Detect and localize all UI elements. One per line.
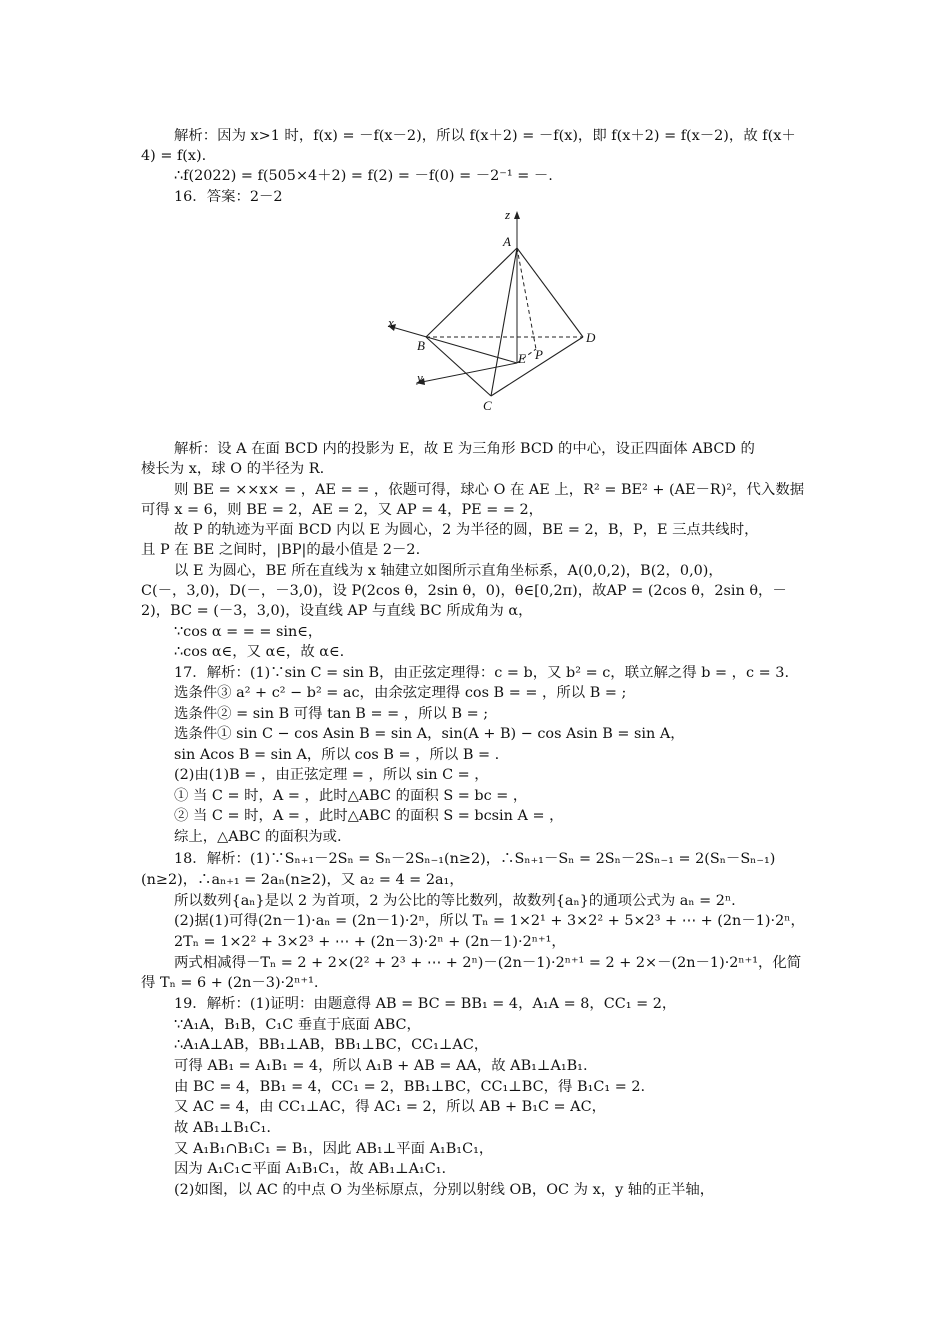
text-line: 选条件① sin C − cos Asin B = sin A，sin(A + B) − cos Asin B = sin A， xyxy=(174,726,685,742)
segment-ap xyxy=(517,248,536,349)
text-line: 可得 AB₁ = A₁B₁ = 4，所以 A₁B + AB = AA，故 AB₁⊥A₁B₁. xyxy=(174,1058,588,1074)
text-line: 17．解析：(1)∵sin C = sin B，由正弦定理得：c = b，又 b² = c，联立解之得 b = ，c = 3. xyxy=(174,665,790,681)
edge-ad xyxy=(517,248,583,337)
label-z: z xyxy=(505,207,511,222)
text-line: 18．解析：(1)∵Sₙ₊₁－2Sₙ = Sₙ－2Sₙ₋₁(n≥2)，∴Sₙ₊₁－Sₙ = 2Sₙ－2Sₙ₋₁ = 2(Sₙ－Sₙ₋₁) xyxy=(174,851,776,867)
label-b: B xyxy=(417,338,425,353)
text-line: ① 当 C = 时，A = ，此时△ABC 的面积 S = bc = ， xyxy=(174,788,528,804)
text-line: (2)据(1)可得(2n－1)·aₙ = (2n－1)·2ⁿ，所以 Tₙ = 1×2¹ + 3×2² + 5×2³ + ⋯ + (2n－1)·2ⁿ， xyxy=(174,913,805,929)
tetrahedron-diagram xyxy=(380,205,610,420)
text-line: (2)由(1)B = ，由正弦定理 = ，所以 sin C = ， xyxy=(174,767,489,783)
text-line: ∴f(2022) = f(505×4＋2) = f(2) = －f(0) = －2⁻¹ = －. xyxy=(174,168,553,184)
text-line: 选条件③ a² + c² − b² = ac，由余弦定理得 cos B = = ，所以 B = ; xyxy=(174,685,627,701)
text-line: 解析：设 A 在面 BCD 内的投影为 E，故 E 为三角形 BCD 的中心，设正四面体 ABCD 的 xyxy=(174,441,755,457)
text-line: 2)，BC = (－3，3,0)，设直线 AP 与直线 BC 所成角为 α， xyxy=(141,603,533,619)
text-line: 所以数列{aₙ}是以 2 为首项，2 为公比的等比数列，故数列{aₙ}的通项公式为 aₙ = 2ⁿ. xyxy=(174,893,736,909)
text-line: 16．答案：2－2 xyxy=(174,189,283,205)
text-line: C(－，3,0)，D(－，－3,0)，设 P(2cos θ，2sin θ，0)，θ∈[0,2π)，故AP = (2cos θ，2sin θ，－ xyxy=(141,583,787,599)
text-line: 两式相减得－Tₙ = 2 + 2×(2² + 2³ + ⋯ + 2ⁿ)－(2n－1)·2ⁿ⁺¹ = 2 + 2×－(2n－1)·2ⁿ⁺¹，化简 xyxy=(174,955,802,971)
text-line: 得 Tₙ = 6 + (2n－3)·2ⁿ⁺¹. xyxy=(141,975,319,991)
text-line: ② 当 C = 时，A = ，此时△ABC 的面积 S = bcsin A = ， xyxy=(174,808,564,824)
text-line: (2)如图，以 AC 的中点 O 为坐标原点，分别以射线 OB，OC 为 x，y 轴的正半轴， xyxy=(174,1182,715,1198)
edge-cd xyxy=(491,337,583,396)
label-d: D xyxy=(586,330,596,345)
text-line: 故 AB₁⊥B₁C₁. xyxy=(174,1120,271,1136)
text-line: 且 P 在 BE 之间时，|BP|的最小值是 2－2. xyxy=(141,542,421,558)
text-line: 2Tₙ = 1×2² + 3×2³ + ⋯ + (2n－3)·2ⁿ + (2n－1)·2ⁿ⁺¹， xyxy=(174,934,566,950)
y-axis xyxy=(422,363,517,382)
text-line: sin Acos B = sin A，所以 cos B = ，所以 B = . xyxy=(174,747,500,763)
text-line: (n≥2)，∴aₙ₊₁ = 2aₙ(n≥2)，又 a₂ = 4 = 2a₁， xyxy=(141,872,464,888)
label-a: A xyxy=(503,234,511,249)
text-line: 因为 A₁C₁⊂平面 A₁B₁C₁，故 AB₁⊥A₁C₁. xyxy=(174,1161,447,1177)
text-line: 选条件② = sin B 可得 tan B = = ，所以 B = ; xyxy=(174,706,489,722)
label-c: C xyxy=(483,398,492,413)
text-line: ∴cos α∈，又 α∈，故 α∈. xyxy=(174,644,345,660)
text-line: 故 P 的轨迹为平面 BCD 内以 E 为圆心，2 为半径的圆，BE = 2，B，P，E 三点共线时， xyxy=(174,522,759,538)
label-e: E xyxy=(518,351,526,366)
text-line: 则 BE = ××x× = ，AE = = ，依题可得，球心 O 在 AE 上，R² = BE² + (AE－R)²，代入数据 xyxy=(174,482,805,498)
text-line: 解析：因为 x>1 时，f(x) = －f(x－2)，所以 f(x＋2) = －f(x)，即 f(x＋2) = f(x－2)，故 f(x＋ xyxy=(174,128,796,144)
text-line: 4) = f(x). xyxy=(141,148,207,164)
label-x: x xyxy=(388,315,394,330)
text-line: 由 BC = 4，BB₁ = 4，CC₁ = 2，BB₁⊥BC，CC₁⊥BC，得 B₁C₁ = 2. xyxy=(174,1079,646,1095)
text-line: 综上，△ABC 的面积为或. xyxy=(174,829,342,845)
text-line: ∵A₁A，B₁B，C₁C 垂直于底面 ABC， xyxy=(174,1017,421,1033)
z-axis-arrow xyxy=(514,211,520,219)
text-line: 又 AC = 4，由 CC₁⊥AC，得 AC₁ = 2，所以 AB + B₁C = AC， xyxy=(174,1099,606,1115)
label-y: y xyxy=(417,370,423,385)
text-line: 19．解析：(1)证明：由题意得 AB = BC = BB₁ = 4，A₁A = 8，CC₁ = 2， xyxy=(174,996,677,1012)
text-line: ∵cos α = = = sin∈， xyxy=(174,624,323,640)
text-line: ∴A₁A⊥AB，BB₁⊥AB，BB₁⊥BC，CC₁⊥AC， xyxy=(174,1037,489,1053)
label-p: P xyxy=(535,347,543,362)
text-line: 又 A₁B₁∩B₁C₁ = B₁，因此 AB₁⊥平面 A₁B₁C₁， xyxy=(174,1141,494,1157)
text-line: 可得 x = 6，则 BE = 2，AE = 2，又 AP = 4，PE = = 2， xyxy=(141,502,544,518)
text-line: 棱长为 x，球 O 的半径为 R. xyxy=(141,461,325,477)
text-line: 以 E 为圆心，BE 所在直线为 x 轴建立如图所示直角坐标系，A(0,0,2)，B(2，0,0)， xyxy=(174,563,723,579)
tetrahedron-figure xyxy=(380,205,610,420)
